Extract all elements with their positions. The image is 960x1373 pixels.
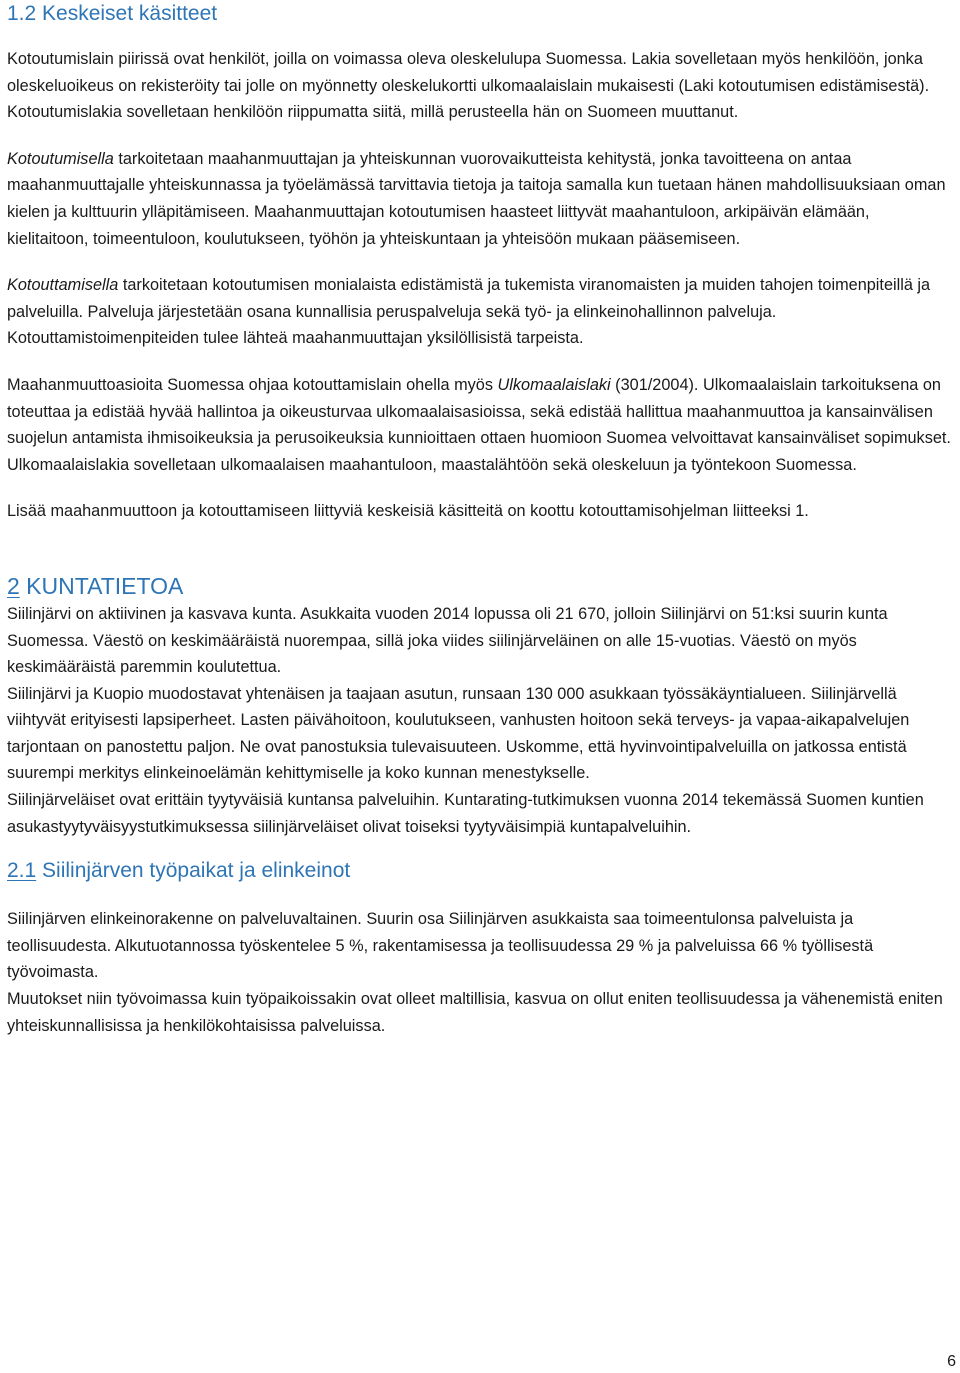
paragraph-text: Maahanmuuttoasioita Suomessa ohjaa kotouttamislain ohella myös xyxy=(7,375,498,394)
paragraph-tyytyvaisyys: Siilinjärveläiset ovat erittäin tyytyväisiä kuntansa palveluihin. Kuntarating-tutkimuksen vuonna 2014 tekemässä Suomen kuntien asukastyytyväisyystutkimuksessa siilinjärveläiset olivat toiseksi tyytyväisimpiä kuntapalveluihin. xyxy=(7,791,924,836)
paragraph-text: tarkoitetaan kotoutumisen monialaista edistämistä ja tukemista viranomaisten ja muiden tahojen toimenpiteillä ja palveluilla. Palveluja järjestetään osana kunnallisia peruspalveluja sekä työ- ja elinkeinohallinnon palveluja. Kotouttamistoimenpiteiden tulee lähteä maahanmuuttajan yksilöllisistä tarpeista. xyxy=(7,276,931,348)
paragraph-text: (301/2004). Ulkomaalaislain tarkoituksena on toteuttaa ja edistää hyvää hallintoa ja oikeusturvaa ulkomaalaisasioissa, sekä edistää hallittua maahanmuuttoa ja kansainvälisen suojelun antamista ihmisoikeuksia ja perusoikeuksia kunnioittaen ottaen huomioon Suomea velvoittavat kansainväliset sopimukset. Ulkomaalaislakia sovelletaan ulkomaalaisen maahantuloon, maastalähtöön sekä oleskeluun ja työntekoon Suomessa. xyxy=(7,375,951,474)
paragraph-ulkomaalaislaki xyxy=(7,372,952,478)
term-kotouttamisella: Kotouttamisella xyxy=(7,276,119,295)
term-kotoutumisella: Kotoutumisella xyxy=(7,149,114,168)
paragraph-muutokset: Muutokset niin työvoimassa kuin työpaikoissakin ovat olleet maltillisia, kasvua on ollut eniten teollisuudessa ja vähenemistä eniten yhteiskunnallisissa ja henkilökohtaisissa palveluissa. xyxy=(7,990,943,1035)
term-ulkomaalaislaki: Ulkomaalaislaki xyxy=(497,375,611,394)
paragraph-kunta-intro: Siilinjärvi on aktiivinen ja kasvava kunta. Asukkaita vuoden 2014 lopussa oli 21 670, jolloin Siilinjärvi on 51:ksi suurin kunta Suomessa. Väestö on keskimääräistä nuorempaa, sillä joka viides siilinjärveläinen on alle 15-vuotias. Väestö on myös keskimääräistä paremmin koulutettua. xyxy=(7,604,888,677)
paragraph-kotoutuminen-definition xyxy=(7,146,952,252)
paragraph-appendix-reference: Lisää maahanmuuttoon ja kotouttamiseen liittyviä keskeisiä käsitteitä on koottu kotouttamisohjelman liitteeksi 1. xyxy=(7,502,809,521)
paragraph-kotouttaminen-definition xyxy=(7,272,952,352)
page-number: 6 xyxy=(947,1353,956,1370)
paragraph-kotoutumislaki-scope: Kotoutumislain piirissä ovat henkilöt, joilla on voimassa oleva oleskelulupa Suomessa. Lakia sovelletaan myös henkilöön, jonka oleskeluoikeus on rekisteröity tai jolle on myönnetty oleskelukortti ulkomaalaislain mukaisesti (Laki kotoutumisen edistämisestä). Kotoutumislakia sovelletaan henkilöön riippumatta siitä, millä perusteella hän on Suomeen muuttanut. xyxy=(7,50,930,122)
chapter-heading-2 xyxy=(7,571,952,601)
section-title: Siilinjärven työpaikat ja elinkeinot xyxy=(36,859,351,883)
section-heading-1-2: 1.2 Keskeiset käsitteet xyxy=(7,2,218,25)
chapter-title: KUNTATIETOA xyxy=(19,572,184,599)
section-heading-2-1 xyxy=(7,856,952,886)
paragraph-text: tarkoitetaan maahanmuuttajan ja yhteiskunnan vuorovaikutteista kehitystä, jonka tavoitteena on antaa maahanmuuttajalle yhteiskunnassa ja työelämässä tarvittavia tietoja ja taitoja samalla kun tuetaan hänen mahdollisuuksiaan oman kielen ja kulttuurin ylläpitämiseen. Maahanmuuttajan kotoutumisen haasteet liittyvät maahantuloon, arkipäivän elämään, kielitaitoon, toimeentuloon, koulutukseen, työhön ja yhteiskuntaan ja yhteisöön mukaan pääsemiseen. xyxy=(7,149,946,248)
chapter-number: 2 xyxy=(7,572,20,599)
paragraph-tyossakayntialue: Siilinjärvi ja Kuopio muodostavat yhtenäisen ja taajaan asutun, runsaan 130 000 asukkaan työssäkäyntialueen. Siilinjärvellä viihtyvät erityisesti lapsiperheet. Lasten päivähoitoon, koulutukseen, vanhusten hoitoon sekä terveys- ja vapaa-aikapalvelujen tarjontaan on panostettu paljon. Ne ovat panostuksia tulevaisuuteen. Uskomme, että hyvinvointipalveluilla on jatkossa entistä suurempi merkitys elinkeinoelämän kehittymiselle ja koko kunnan menestykselle. xyxy=(7,684,910,783)
document-page xyxy=(7,0,952,1039)
section-number: 2.1 xyxy=(7,859,37,883)
paragraph-elinkeinorakenne: Siilinjärven elinkeinorakenne on palveluvaltainen. Suurin osa Siilinjärven asukkaista saa toimeentulonsa palveluista ja teollisuudesta. Alkutuotannossa työskentelee 5 %, rakentamisessa ja teollisuudessa 29 % ja palveluissa 66 % työllisestä työvoimasta. xyxy=(7,910,874,982)
